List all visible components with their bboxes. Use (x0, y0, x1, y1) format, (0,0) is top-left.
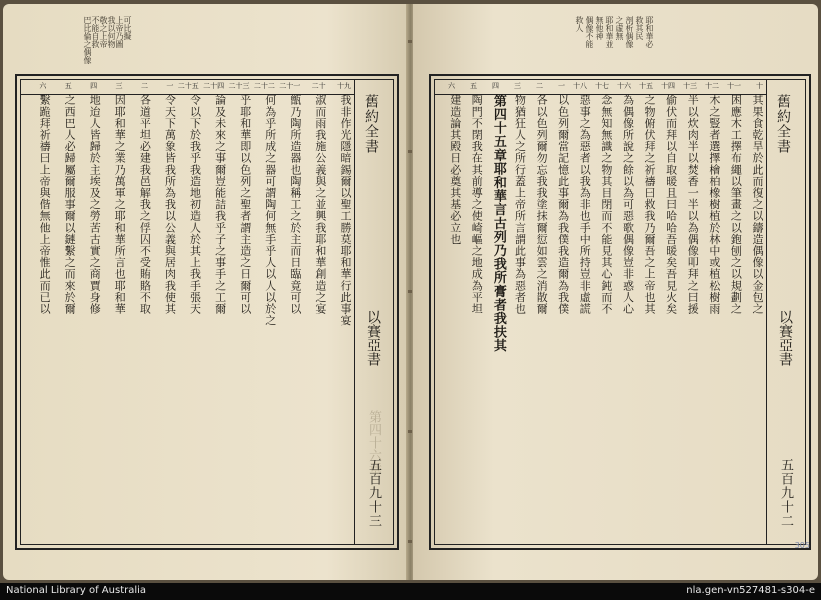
verse-number: 二十五 (177, 82, 199, 90)
verse-number: 十六 (617, 82, 631, 90)
text-columns (25, 94, 351, 544)
verse-number: 一 (558, 82, 565, 90)
text-column: 念無知無識之物其目閉而不能見其心鈍而不 (599, 94, 613, 315)
verse-number: 十三 (683, 82, 697, 90)
margin-note: 敬之上帝 (99, 16, 108, 48)
margin-note: 耶和華並 (605, 16, 614, 48)
text-column: 木之豎者選擇檜柏橡樹植於林中或植松樹雨 (707, 94, 721, 315)
text-column: 半以炊肉半以焚香一半以為偶像叩拜之曰援 (686, 94, 700, 315)
binding-stitch (408, 540, 412, 543)
verse-number: 十 (756, 82, 763, 90)
verse-number: 十九 (337, 82, 351, 90)
text-column: 以色列爾當記憶此事爾為我僕我造爾為我僕 (556, 94, 570, 315)
verse-number: 十七 (595, 82, 609, 90)
footer-source: National Library of Australia (6, 585, 147, 596)
margin-note: 耶和華必 (645, 16, 654, 48)
verse-number: 二十三 (228, 82, 250, 90)
margin-note: 偶像不能 (585, 16, 594, 48)
text-columns (439, 94, 763, 544)
text-column: 陶門不閉我在其前導之使崎嶇之地成為平坦 (470, 94, 484, 315)
text-column: 建造論其殿日必奠其基必立也 (448, 94, 462, 245)
text-column: 令以下於我乎我造地初造人於其上我手張天 (188, 94, 202, 315)
text-column: 惡事之為惡者以我為非也手中所持豈非虛謊 (578, 94, 592, 315)
right-page (413, 4, 818, 580)
text-column: 令天下萬象皆我所為我以公義與居肉我使其 (163, 94, 177, 315)
text-column: 困應木工擇布繩以筆畫之以鉋刨之以規劃之 (729, 94, 743, 315)
right-text-frame (429, 74, 811, 550)
text-column: 各以色列爾勿忘我我塗抹爾愆如雲之消散爾 (535, 94, 549, 315)
text-column: 之西巴人必歸屬爾服事爾以鏈繫之而來於爾 (63, 94, 77, 315)
margin-note: 我以何物 (107, 16, 116, 48)
binding-stitch (408, 150, 412, 153)
page-number: 五百九十三 (366, 458, 381, 528)
margin-note: 無他神 (595, 16, 604, 40)
verse-number: 三 (115, 82, 123, 90)
margin-note: 救人 (575, 16, 584, 32)
book-title: 以賽亞書 (777, 310, 793, 366)
ghost-chapter-label: 第四十六章 (366, 410, 381, 475)
right-margin-strip (766, 80, 805, 544)
binding-stitch (408, 40, 412, 43)
margin-note: 上帝乃圖 (115, 16, 124, 48)
verse-number: 二十二 (253, 82, 275, 90)
margin-note: 不能自救 (91, 16, 100, 48)
verse-number: 十一 (727, 82, 741, 90)
margin-note: 剖析偶像 (625, 16, 634, 48)
verse-number: 四 (90, 82, 98, 90)
text-column: 繫跪拜祈禱曰上帝與偕無他上帝惟此而已以 (38, 94, 52, 315)
margin-note: 巴比倫之偶像 (83, 16, 92, 64)
text-column: 甑乃陶所造器也陶稱工之於主而日臨竟可以 (288, 94, 302, 315)
text-column: 之物俯伏拜之祈禱曰救我乃爾吾之上帝也其 (643, 94, 657, 315)
verse-number: 二 (536, 82, 543, 90)
text-column: 各道平坦必建我邑解我之俘囚不受賄賂不取 (138, 94, 152, 315)
left-text-frame (15, 74, 399, 550)
text-column: 偷伏而拜以自取暖且曰哈哈吾暖矣吾見火矣 (664, 94, 678, 315)
text-column: 其果食乾旱於此而復之以鑄造偶像以金包之 (751, 94, 764, 315)
margin-note: 可比擬 (123, 16, 132, 40)
running-head: 舊約全書 (775, 94, 791, 154)
text-column: 因耶和華之業乃萬軍之耶和華所言也耶和華 (113, 94, 127, 315)
text-column: 我非作光隱暗錫爾以聖工勝莫耶和華行此事宴 (339, 94, 352, 326)
footer-bar (0, 583, 821, 600)
text-column: 乎耶和華即以色列之聖者謂主造之日爾可以 (238, 94, 252, 315)
verse-number: 六 (39, 82, 47, 90)
margin-note: 救其民 (635, 16, 644, 40)
verse-number: 十二 (705, 82, 719, 90)
text-column: 淑而雨我施公義與之並興我耶和華創造之宴 (313, 94, 327, 315)
verse-number: 二十一 (279, 82, 301, 90)
verse-number: 四 (492, 82, 499, 90)
book-title: 以賽亞書 (365, 310, 381, 366)
margin-note: 之虛無 (615, 16, 624, 40)
text-column: 何為乎所成之器可謂陶何無手乎人以人以於之 (263, 94, 277, 326)
left-margin-strip (354, 80, 393, 544)
verse-number: 三 (514, 82, 521, 90)
verse-number: 五 (470, 82, 477, 90)
verse-number: 二 (140, 82, 148, 90)
text-column: 論及未來之事爾豈能詰我乎子之事手之工爾 (213, 94, 227, 315)
text-column: 為偶像所說之餘以為可惡歌偶像豈非惑人心 (621, 94, 635, 315)
verse-number: 十四 (661, 82, 675, 90)
verse-number: 十八 (573, 82, 587, 90)
binding-stitch (408, 290, 412, 293)
left-page (3, 4, 408, 580)
footer-id: nla.gen-vn527481-s304-e (686, 585, 815, 596)
verse-number: 二十 (311, 82, 326, 90)
text-column: 地迨人皆歸於主埃及之勞苦古實之商賈身修 (88, 94, 102, 315)
verse-number: 五 (64, 82, 72, 90)
text-column: 物猶狂人之所行蓋上帝所言謂此事為惡者也 (513, 94, 527, 315)
verse-number: 六 (448, 82, 455, 90)
verse-number-row (435, 80, 767, 95)
running-head: 舊約全書 (363, 94, 379, 154)
binding-stitch (408, 430, 412, 433)
verse-number-row (21, 80, 355, 95)
verse-number: 十五 (639, 82, 653, 90)
pencil-mark: 305 (794, 541, 810, 550)
text-column: 第四十五章耶和華言古列乃我所膏者我扶其 (490, 94, 506, 353)
page-number: 五百九十二 (778, 458, 793, 528)
verse-number: 二十四 (203, 82, 225, 90)
verse-number: 一 (166, 82, 174, 90)
